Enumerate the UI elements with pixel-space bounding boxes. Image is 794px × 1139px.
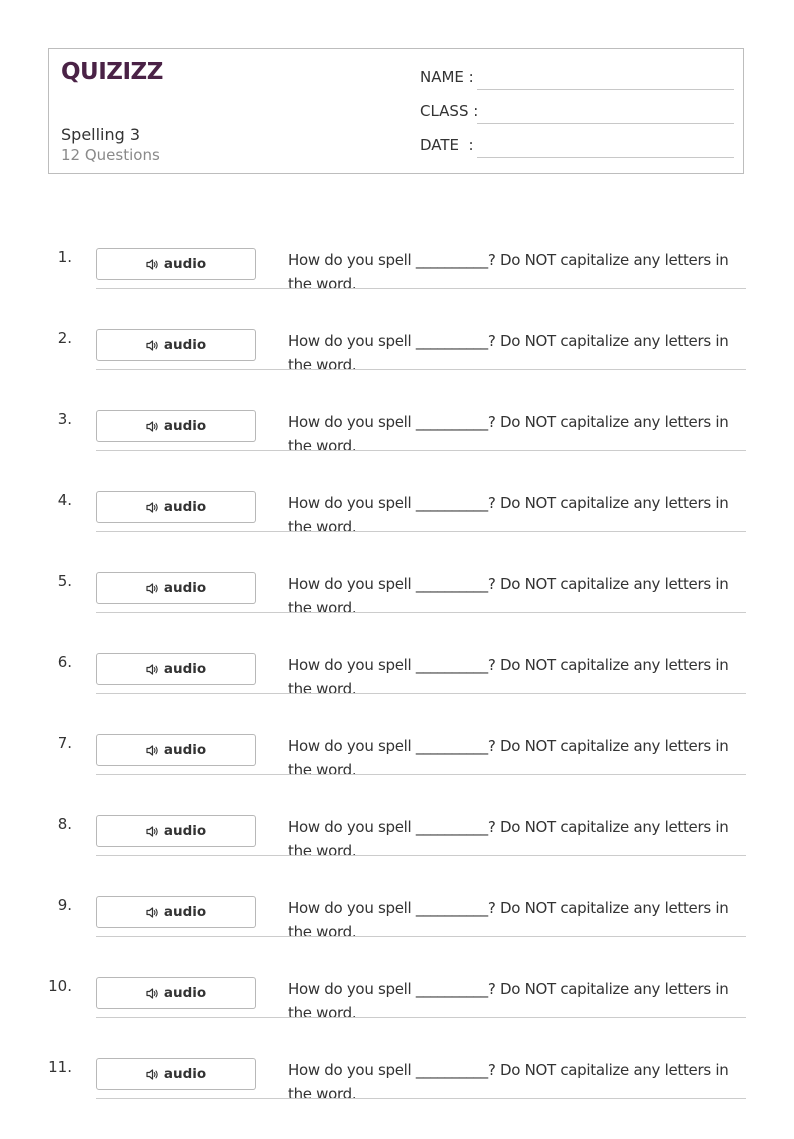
class-line[interactable] — [477, 123, 734, 124]
audio-button[interactable] — [96, 977, 256, 1009]
question-text: How do you spell __________? Do NOT capitalize any letters in the word. — [288, 818, 729, 860]
question-number: 11. — [48, 1058, 72, 1076]
audio-button[interactable] — [96, 248, 256, 280]
question-text: How do you spell __________? Do NOT capitalize any letters in the word. — [288, 980, 729, 1022]
worksheet-header — [48, 48, 744, 174]
speaker-icon — [146, 502, 159, 513]
audio-label: audio — [163, 580, 207, 596]
answer-line — [96, 855, 746, 856]
answer-line — [96, 369, 746, 370]
name-field[interactable] — [420, 68, 734, 90]
question-item — [0, 248, 794, 329]
answer-line — [96, 1017, 746, 1018]
question-number: 2. — [57, 329, 72, 347]
quizizz-logo: QUIZIZZ — [61, 59, 163, 85]
question-number: 10. — [48, 977, 72, 995]
speaker-icon — [146, 988, 159, 999]
question-item — [0, 815, 794, 896]
audio-label: audio — [163, 256, 207, 272]
answer-line — [96, 774, 746, 775]
question-text: How do you spell __________? Do NOT capitalize any letters in the word. — [288, 413, 729, 455]
audio-button[interactable] — [96, 491, 256, 523]
answer-line — [96, 450, 746, 451]
question-item — [0, 734, 794, 815]
question-number: 1. — [57, 248, 72, 266]
question-text: How do you spell __________? Do NOT capitalize any letters in the word. — [288, 251, 729, 293]
worksheet-title: Spelling 3 — [61, 125, 141, 144]
question-text: How do you spell __________? Do NOT capitalize any letters in the word. — [288, 494, 729, 536]
question-item — [0, 410, 794, 491]
name-line[interactable] — [477, 89, 734, 90]
question-number: 7. — [57, 734, 72, 752]
audio-button[interactable] — [96, 815, 256, 847]
audio-button[interactable] — [96, 410, 256, 442]
answer-line — [96, 1098, 746, 1099]
speaker-icon — [146, 907, 159, 918]
question-item — [0, 329, 794, 410]
speaker-icon — [146, 259, 159, 270]
class-field[interactable] — [420, 102, 734, 124]
answer-line — [96, 531, 746, 532]
question-item — [0, 896, 794, 977]
question-text: How do you spell __________? Do NOT capitalize any letters in the word. — [288, 656, 729, 698]
answer-line — [96, 612, 746, 613]
audio-label: audio — [163, 1066, 207, 1082]
speaker-icon — [146, 826, 159, 837]
answer-line — [96, 936, 746, 937]
question-number: 3. — [57, 410, 72, 428]
speaker-icon — [146, 664, 159, 675]
audio-label: audio — [163, 499, 207, 515]
speaker-icon — [146, 583, 159, 594]
audio-label: audio — [163, 742, 207, 758]
audio-button[interactable] — [96, 653, 256, 685]
audio-label: audio — [163, 904, 207, 920]
audio-button[interactable] — [96, 734, 256, 766]
speaker-icon — [146, 745, 159, 756]
question-item — [0, 491, 794, 572]
question-count: 12 Questions — [61, 146, 160, 164]
audio-label: audio — [163, 985, 207, 1001]
question-text: How do you spell __________? Do NOT capitalize any letters in the word. — [288, 332, 729, 374]
audio-button[interactable] — [96, 329, 256, 361]
question-item — [0, 653, 794, 734]
audio-button[interactable] — [96, 572, 256, 604]
date-label: DATE : — [420, 136, 474, 154]
question-text: How do you spell __________? Do NOT capitalize any letters in the word. — [288, 575, 729, 617]
class-label: CLASS : — [420, 102, 479, 120]
audio-label: audio — [163, 418, 207, 434]
question-number: 9. — [57, 896, 72, 914]
audio-label: audio — [163, 823, 207, 839]
audio-button[interactable] — [96, 1058, 256, 1090]
question-number: 5. — [57, 572, 72, 590]
speaker-icon — [146, 340, 159, 351]
speaker-icon — [146, 421, 159, 432]
question-number: 6. — [57, 653, 72, 671]
name-label: NAME : — [420, 68, 474, 86]
answer-line — [96, 693, 746, 694]
date-field[interactable] — [420, 136, 734, 158]
question-item — [0, 977, 794, 1058]
question-number: 4. — [57, 491, 72, 509]
question-item — [0, 572, 794, 653]
question-text: How do you spell __________? Do NOT capitalize any letters in the word. — [288, 899, 729, 941]
answer-line — [96, 288, 746, 289]
date-line[interactable] — [477, 157, 734, 158]
question-text: How do you spell __________? Do NOT capitalize any letters in the word. — [288, 1061, 729, 1103]
audio-button[interactable] — [96, 896, 256, 928]
question-item — [0, 1058, 794, 1139]
speaker-icon — [146, 1069, 159, 1080]
audio-label: audio — [163, 337, 207, 353]
question-number: 8. — [57, 815, 72, 833]
question-text: How do you spell __________? Do NOT capitalize any letters in the word. — [288, 737, 729, 779]
audio-label: audio — [163, 661, 207, 677]
